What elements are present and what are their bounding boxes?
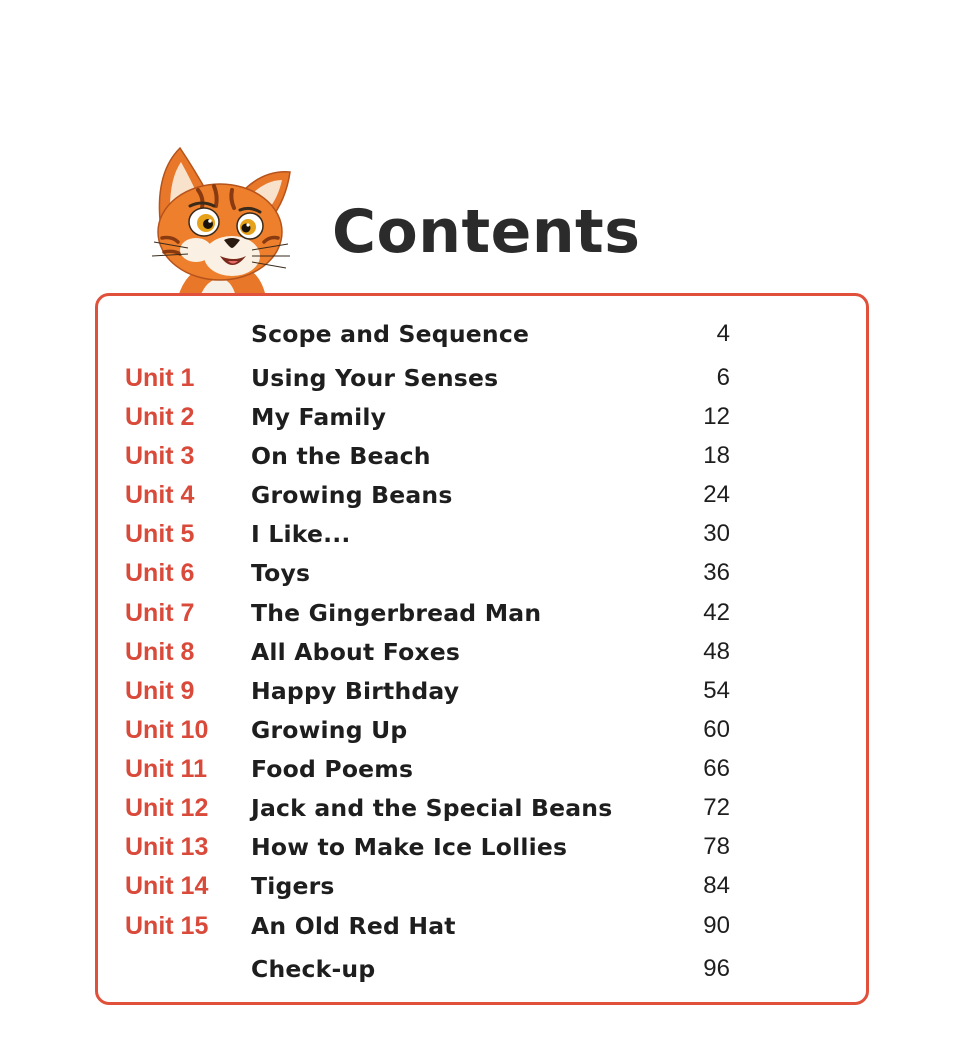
unit-label: Unit 14 bbox=[125, 872, 209, 900]
page-number: 90 bbox=[703, 912, 730, 939]
page-number: 66 bbox=[703, 755, 730, 782]
page-number: 30 bbox=[703, 520, 730, 547]
page-number: 24 bbox=[703, 481, 730, 508]
toc-row bbox=[0, 751, 965, 787]
toc-row bbox=[0, 868, 965, 904]
unit-label: Unit 1 bbox=[125, 364, 195, 392]
entry-title: Jack and the Special Beans bbox=[251, 794, 613, 822]
toc-row bbox=[0, 477, 965, 513]
entry-title: Happy Birthday bbox=[251, 677, 460, 705]
unit-label: Unit 15 bbox=[125, 912, 209, 940]
toc-row bbox=[0, 316, 965, 352]
toc-row bbox=[0, 595, 965, 631]
unit-label: Unit 3 bbox=[125, 442, 195, 470]
unit-label: Unit 2 bbox=[125, 403, 195, 431]
page-number: 48 bbox=[703, 638, 730, 665]
unit-label: Unit 8 bbox=[125, 638, 195, 666]
page-number: 4 bbox=[716, 320, 730, 347]
unit-label: Unit 10 bbox=[125, 716, 209, 744]
unit-label: Unit 12 bbox=[125, 794, 209, 822]
entry-title: Growing Beans bbox=[251, 481, 453, 509]
page-number: 72 bbox=[703, 794, 730, 821]
tiger-mascot-icon bbox=[148, 142, 300, 297]
toc-row bbox=[0, 360, 965, 396]
page-number: 6 bbox=[716, 364, 730, 391]
toc-row bbox=[0, 673, 965, 709]
unit-label: Unit 11 bbox=[125, 755, 207, 783]
toc-row bbox=[0, 399, 965, 435]
entry-title: The Gingerbread Man bbox=[251, 599, 542, 627]
page-number: 84 bbox=[703, 872, 730, 899]
unit-label: Unit 7 bbox=[125, 599, 195, 627]
page-number: 12 bbox=[703, 403, 730, 430]
unit-label: Unit 13 bbox=[125, 833, 209, 861]
toc-row bbox=[0, 634, 965, 670]
toc-row bbox=[0, 829, 965, 865]
unit-label: Unit 9 bbox=[125, 677, 195, 705]
entry-title: Growing Up bbox=[251, 716, 408, 744]
entry-title: Toys bbox=[251, 559, 311, 587]
toc-row bbox=[0, 908, 965, 944]
toc-row bbox=[0, 712, 965, 748]
entry-title: Food Poems bbox=[251, 755, 414, 783]
entry-title: How to Make Ice Lollies bbox=[251, 833, 568, 861]
toc-row bbox=[0, 438, 965, 474]
unit-label: Unit 5 bbox=[125, 520, 195, 548]
entry-title: My Family bbox=[251, 403, 387, 431]
entry-title: Using Your Senses bbox=[251, 364, 499, 392]
toc-row bbox=[0, 790, 965, 826]
page-number: 96 bbox=[703, 955, 730, 982]
unit-label: Unit 4 bbox=[125, 481, 195, 509]
toc-row bbox=[0, 516, 965, 552]
toc-row bbox=[0, 555, 965, 591]
entry-title: An Old Red Hat bbox=[251, 912, 456, 940]
page-number: 54 bbox=[703, 677, 730, 704]
page-title: Contents bbox=[332, 197, 641, 267]
unit-label: Unit 6 bbox=[125, 559, 195, 587]
entry-title: Tigers bbox=[251, 872, 335, 900]
entry-title: All About Foxes bbox=[251, 638, 461, 666]
toc-row bbox=[0, 951, 965, 987]
entry-title: I Like... bbox=[251, 520, 351, 548]
page-number: 60 bbox=[703, 716, 730, 743]
entry-title: On the Beach bbox=[251, 442, 431, 470]
page-number: 18 bbox=[703, 442, 730, 469]
entry-title: Check-up bbox=[251, 955, 376, 983]
entry-title: Scope and Sequence bbox=[251, 320, 530, 348]
page-number: 78 bbox=[703, 833, 730, 860]
page-number: 42 bbox=[703, 599, 730, 626]
page-number: 36 bbox=[703, 559, 730, 586]
